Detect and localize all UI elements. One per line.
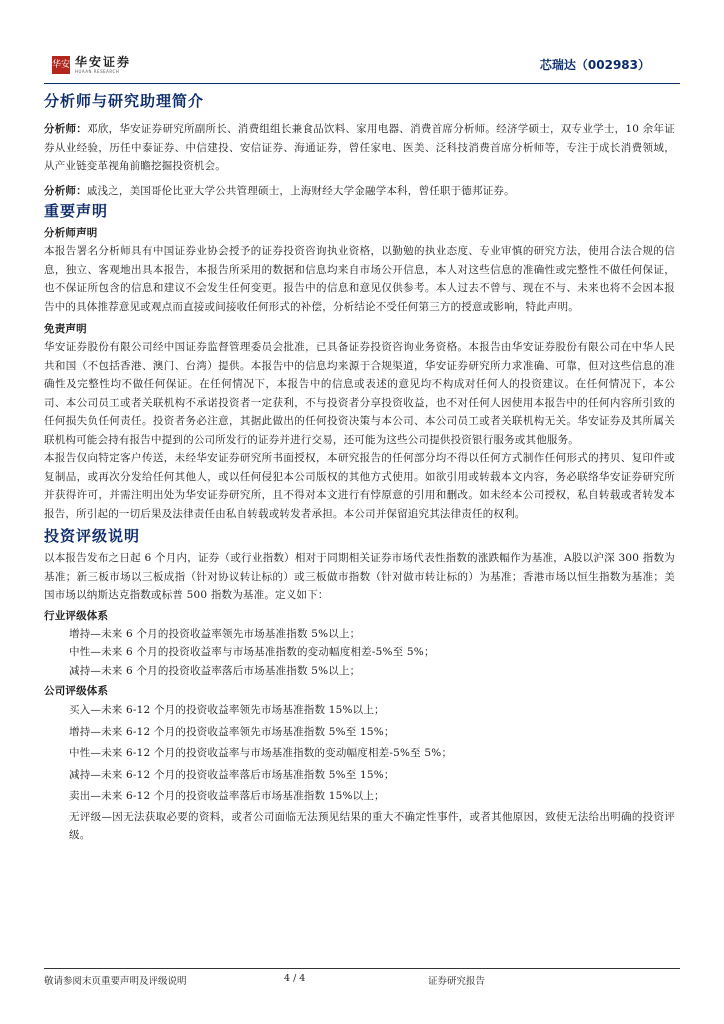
company-rating-title: 公司评级体系 [44, 685, 109, 697]
analyst-bio-text: 邓欣，华安证券研究所副所长、消费组组长兼食品饮料、家用电器、消费首席分析师。经济学硕士，双专业学士，10 余年证券从业经验，历任中泰证券、中信建投、安信证券、海通证券，曾任家电、医美、泛科技消费首席分析师等，专注于成长消费领域，从产业链变革视角前瞻挖掘投资机会。 [44, 123, 675, 172]
list-item: 减持—未来 6-12 个月的投资收益率落后市场基准指数 5%至 15%； [69, 768, 395, 781]
analyst-bio-text: 戚浅之，美国哥伦比亚大学公共管理硕士，上海财经大学金融学本科，曾任职于德邦证券。 [86, 184, 515, 197]
rating-section-title: 投资评级说明 [44, 527, 141, 545]
company-logo [52, 56, 131, 74]
analyst-section-title: 分析师与研究助理简介 [44, 92, 205, 110]
page-header [44, 50, 680, 84]
disclaimer-title: 免责声明 [44, 323, 87, 335]
list-item: 卖出—未来 6-12 个月的投资收益率落后市场基准指数 15%以上； [69, 790, 385, 802]
disclaimer-text-1: 华安证券股份有限公司经中国证券监督管理委员会批准，已具备证券投资咨询业务资格。本报告由华安证券股份有限公司在中华人民共和国（不包括香港、澳门、台湾）提供。本报告中的信息均来源于合规渠道，华安证券研究所力求准确、可靠，但对这些信息的准确性及完整性均不做任何保证。在任何情况下，本报告中的信息或表述的意见均不构成对任何人的投资建议。在任何情况下，本公司、本公司员工或者关联机构不承诺投资者一定获利，不与投资者分享投资收益，也不对任何人因使用本报告中的任何内容所引致的任何损失负任何责任。投资者务必注意，其据此做出的任何投资决策与本公司、本公司员工或者关联机构无关。华安证券及其所属关联机构可能会持有报告中提到的公司所发行的证券并进行交易，还可能为这些公司提供投资银行服务或其他服务。 [44, 341, 675, 446]
logo-english-name: HUAAN RESEARCH [75, 69, 120, 74]
list-item: 增持—未来 6-12 个月的投资收益率领先市场基准指数 5%至 15%； [69, 725, 395, 738]
list-item: 中性—未来 6 个月的投资收益率与市场基准指数的变动幅度相差-5%至 5%； [69, 646, 435, 658]
industry-rating-list [44, 625, 675, 681]
industry-rating-title: 行业评级体系 [44, 609, 109, 622]
analyst-declaration-title: 分析师声明 [44, 227, 98, 239]
list-item: 买入—未来 6-12 个月的投资收益率领先市场基准指数 15%以上； [69, 704, 385, 716]
page-footer [44, 968, 680, 998]
footer-divider [44, 968, 680, 969]
list-item: 无评级—因无法获取必要的资料，或者公司面临无法预见结果的重大不确定性事件，或者其他原因，致使无法给出明确的投资评级。 [69, 810, 675, 841]
rating-intro: 以本报告发布之日起 6 个月内，证券（或行业指数）相对于同期相关证券市场代表性指数的涨跌幅作为基准，A股以沪深 300 指数为基准；新三板市场以三板成指（针对协议转让标的）或三板做市指数（针对做市转让标的）为基准；香港市场以恒生指数为基准；美国市场以纳斯达克指数或标普 500 指数为基准。定义如下： [44, 552, 675, 601]
analyst-label: 分析师： [44, 184, 87, 197]
stock-tag: 芯瑞达（002983） [539, 58, 650, 72]
analyst-bio-1 [44, 120, 675, 176]
footer-report-type: 证券研究报告 [428, 976, 486, 987]
list-item: 减持—未来 6 个月的投资收益率落后市场基准指数 5%以上； [69, 664, 361, 677]
footer-notice: 敬请参阅末页重要声明及评级说明 [44, 976, 187, 987]
analyst-declaration-text: 本报告署名分析师具有中国证券业协会授予的证券投资咨询执业资格，以勤勉的执业态度、专业审慎的研究方法，使用合法合规的信息，独立、客观地出具本报告，本报告所采用的数据和信息均来自市场公开信息，本人对这些信息的准确性或完整性不做任何保证，也不保证所包含的信息和建议不会发生任何变更。报告中的信息和意见仅供参考。本人过去不曾与、现在不与、未来也将不会因本报告中的具体推荐意见或观点而直接或间接收任何形式的补偿，分析结论不受任何第三方的授意或影响，特此声明。 [44, 245, 675, 313]
analyst-label: 分析师： [44, 123, 88, 135]
page-number: 4 / 4 [284, 973, 306, 984]
header-divider [44, 83, 680, 84]
statement-section-title: 重要声明 [44, 202, 109, 220]
list-item: 中性—未来 6-12 个月的投资收益率与市场基准指数的变动幅度相差-5%至 5%； [69, 747, 453, 759]
logo-seal-icon: 华安 [52, 56, 70, 74]
page-content [44, 90, 675, 845]
logo-name: 华安证券 [75, 55, 132, 69]
disclaimer-text-2: 本报告仅向特定客户传送，未经华安证券研究所书面授权，本研究报告的任何部分均不得以任何方式制作任何形式的拷贝、复印件或复制品，或再次分发给任何其他人，或以任何侵犯本公司版权的其他方式使用。如欲引用或转载本文内容，务必联络华安证券研究所并获得许可，并需注明出处为华安证券研究所，且不得对本文进行有悖原意的引用和删改。如未经本公司授权，私自转载或者转发本报告，所引起的一切后果及法律责任由私自转载或转发者承担。本公司并保留追究其法律责任的权利。 [44, 452, 675, 520]
list-item: 增持—未来 6 个月的投资收益率领先市场基准指数 5%以上； [69, 627, 361, 640]
company-rating-list [44, 700, 675, 845]
analyst-bio-2 [44, 182, 675, 201]
